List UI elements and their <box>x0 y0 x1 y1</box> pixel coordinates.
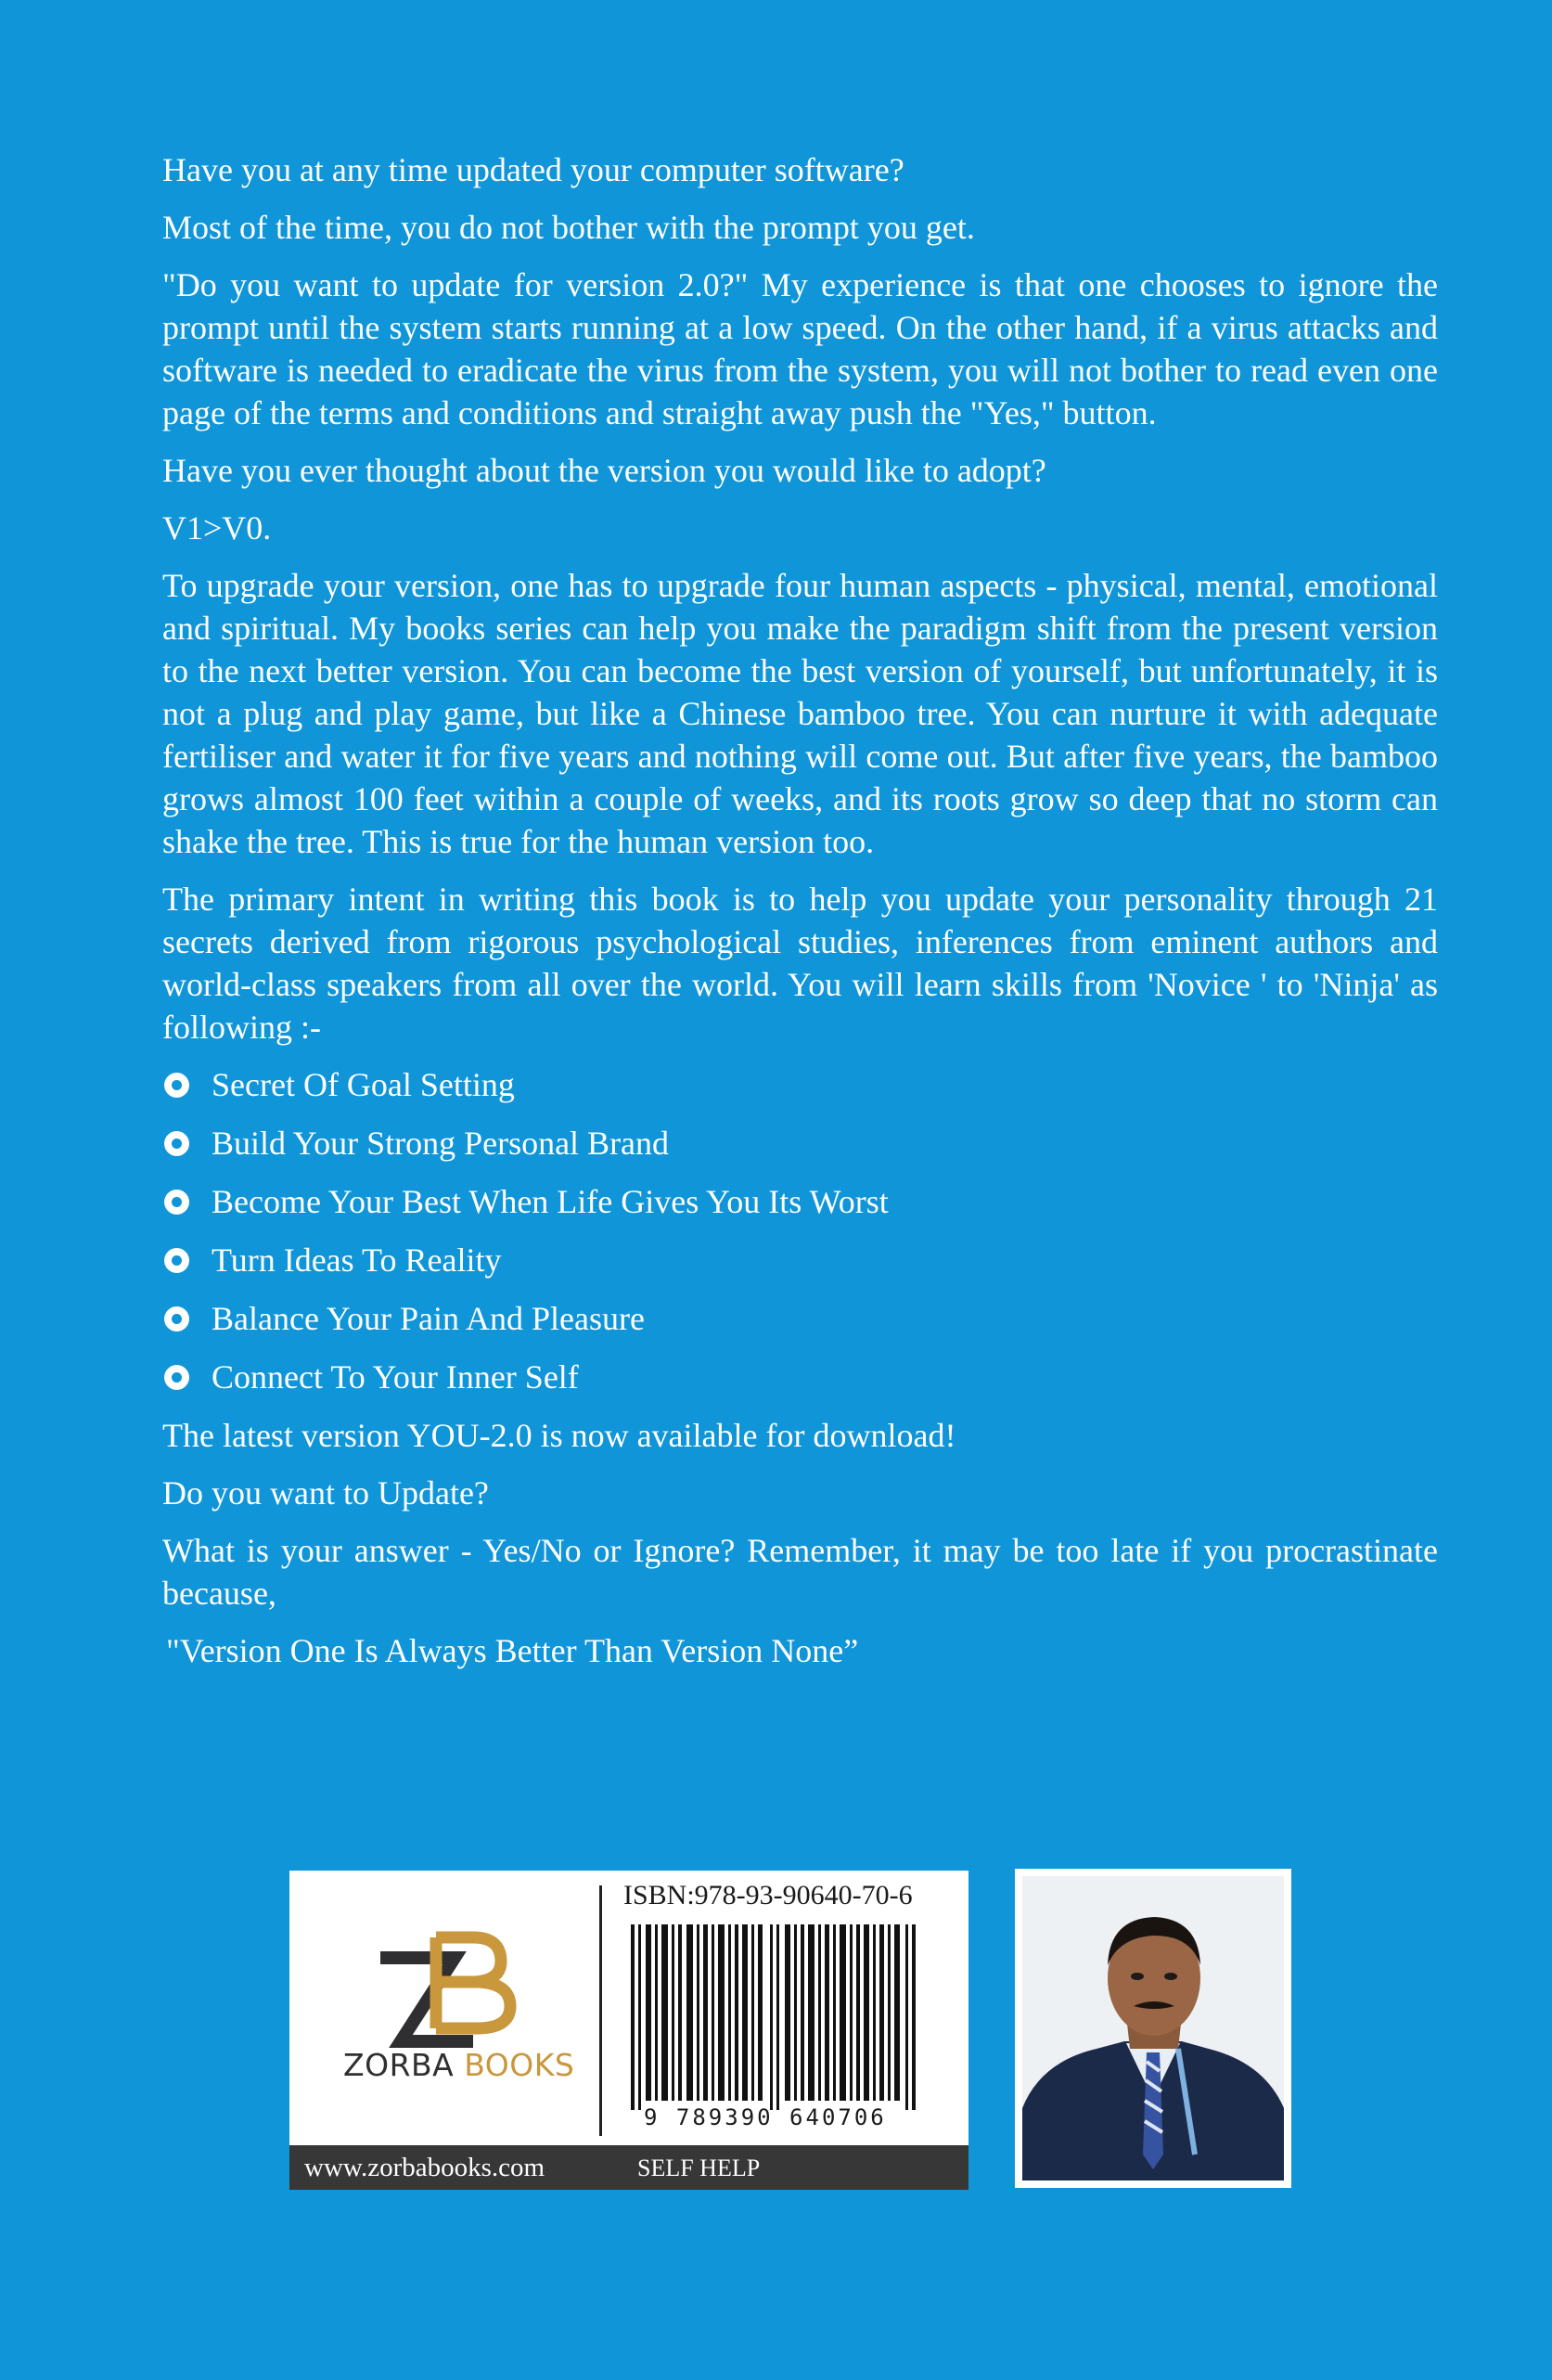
publisher-footer-bar <box>289 2145 968 2190</box>
outro-paragraph: Do you want to Update? <box>162 1474 489 1512</box>
intro-paragraph: The primary intent in writing this book is to help you update your personality through 21 secrets derived from rigorous psychological studies, inferences from eminent authors and world-class speakers from all over the world. You will learn skills from 'Novice ' to 'Ninja' as following :- <box>162 881 1438 1046</box>
list-item <box>162 1063 1438 1106</box>
author-portrait-icon <box>1022 1876 1284 2181</box>
list-item <box>162 1356 1438 1398</box>
intro-paragraph: Have you at any time updated your computer software? <box>162 151 904 188</box>
barcode-digits: 9 789390 640706 <box>644 2104 887 2130</box>
intro-paragraph: To upgrade your version, one has to upgrade four human aspects - physical, mental, emotional and spiritual. My books series can help you make the paradigm shift from the present version to the next better version. You can become the best version of yourself, but unfortunately, it is not a plug and play game, but like a Chinese bamboo tree. You can nurture it with adequate fertiliser and water it for five years and nothing will come out. But after five years, the bamboo grows almost 100 feet within a couple of weeks, and its roots grow so deep that no storm can shake the tree. This is true for the human version too. <box>162 567 1438 860</box>
list-item-label: Secret Of Goal Setting <box>212 1066 515 1103</box>
ring-bullet-icon <box>164 1131 189 1156</box>
outro-paragraph: The latest version YOU-2.0 is now available for download! <box>162 1417 956 1454</box>
publisher-website: www.zorbabooks.com <box>304 2153 545 2182</box>
intro-paragraph: V1>V0. <box>162 509 272 547</box>
publisher-logo <box>289 1871 596 2145</box>
ring-bullet-icon <box>164 1190 189 1215</box>
list-item <box>162 1297 1438 1340</box>
ring-bullet-icon <box>164 1365 189 1390</box>
secrets-list <box>162 1063 1438 1398</box>
closing-quote: "Version One Is Always Better Than Version None” <box>166 1632 859 1669</box>
isbn-label: ISBN:978-93-90640-70-6 <box>623 1880 913 1910</box>
ring-bullet-icon <box>164 1306 189 1332</box>
ring-bullet-icon <box>164 1073 189 1098</box>
list-item <box>162 1180 1438 1223</box>
barcode-icon <box>622 1924 937 2110</box>
list-item-label: Connect To Your Inner Self <box>212 1358 579 1396</box>
ring-bullet-icon <box>164 1248 189 1273</box>
book-category: SELF HELP <box>637 2155 761 2181</box>
list-item-label: Become Your Best When Life Gives You Its Worst <box>212 1183 889 1220</box>
back-cover-blurb <box>162 148 1438 1672</box>
intro-paragraph: Most of the time, you do not bother with the prompt you get. <box>162 209 975 246</box>
author-photo <box>1015 1869 1291 2188</box>
panel-divider <box>599 1885 602 2136</box>
intro-paragraph: Have you ever thought about the version you would like to adopt? <box>162 452 1046 489</box>
publisher-barcode-panel <box>289 1871 968 2190</box>
list-item-label: Balance Your Pain And Pleasure <box>212 1300 645 1337</box>
intro-paragraph: "Do you want to update for version 2.0?" My experience is that one chooses to ignore the prompt until the system starts running at a low speed. On the other hand, if a virus attacks and software is needed to eradicate the virus from the system, you will not bother to read even one page of the terms and conditions and straight away push the "Yes," button. <box>162 266 1438 431</box>
list-item-label: Build Your Strong Personal Brand <box>212 1125 670 1162</box>
zorba-books-logo-icon <box>364 1910 521 2058</box>
list-item <box>162 1239 1438 1281</box>
list-item <box>162 1122 1438 1164</box>
outro-paragraph: What is your answer - Yes/No or Ignore? Remember, it may be too late if you procrastinate because, <box>162 1532 1438 1612</box>
publisher-name: ZORBA BOOKS <box>343 2047 575 2083</box>
list-item-label: Turn Ideas To Reality <box>212 1241 502 1279</box>
